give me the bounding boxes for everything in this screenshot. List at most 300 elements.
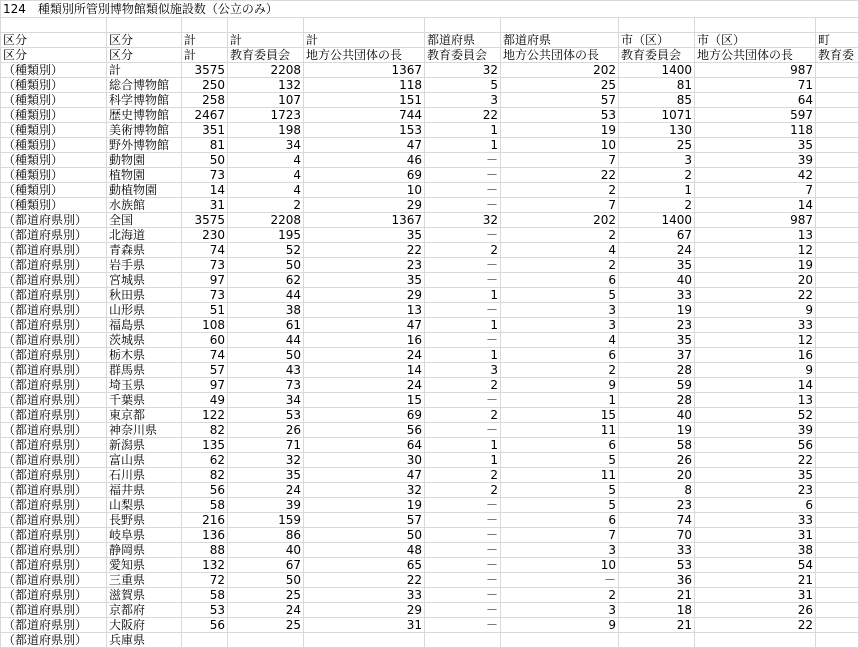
value-cell[interactable]: 7	[501, 198, 619, 213]
cell[interactable]	[304, 18, 425, 33]
value-cell[interactable]: 32	[304, 483, 425, 498]
label-cell[interactable]: 植物園	[107, 168, 182, 183]
value-cell[interactable]: 3	[501, 543, 619, 558]
value-cell[interactable]: 258	[182, 93, 228, 108]
value-cell[interactable]: 35	[304, 273, 425, 288]
value-cell[interactable]: 32	[425, 63, 501, 78]
label-cell[interactable]: 水族館	[107, 198, 182, 213]
cell[interactable]	[228, 18, 304, 33]
value-cell[interactable]: 22	[304, 243, 425, 258]
cell[interactable]	[816, 198, 859, 213]
category-cell[interactable]: （種類別）	[1, 78, 107, 93]
value-cell[interactable]: 135	[182, 438, 228, 453]
value-cell[interactable]: 21	[619, 588, 695, 603]
value-cell[interactable]: 5	[501, 483, 619, 498]
value-cell[interactable]: 153	[304, 123, 425, 138]
value-cell[interactable]: 22	[501, 168, 619, 183]
value-cell[interactable]: 2	[425, 468, 501, 483]
value-cell[interactable]: 60	[182, 333, 228, 348]
value-cell[interactable]: 48	[304, 543, 425, 558]
category-cell[interactable]: （都道府県別）	[1, 498, 107, 513]
value-cell[interactable]: 13	[695, 393, 816, 408]
category-cell[interactable]: （都道府県別）	[1, 558, 107, 573]
cell[interactable]	[816, 528, 859, 543]
value-cell[interactable]: 130	[619, 123, 695, 138]
value-cell[interactable]: 58	[182, 498, 228, 513]
value-cell[interactable]: 47	[304, 318, 425, 333]
value-cell[interactable]: －	[501, 573, 619, 588]
value-cell[interactable]: 47	[304, 468, 425, 483]
header-cell[interactable]: 教育委員会	[228, 48, 304, 63]
label-cell[interactable]: 秋田県	[107, 288, 182, 303]
value-cell[interactable]: 39	[228, 498, 304, 513]
category-cell[interactable]: （種類別）	[1, 183, 107, 198]
value-cell[interactable]: 34	[228, 138, 304, 153]
value-cell[interactable]: 69	[304, 168, 425, 183]
label-cell[interactable]: 京都府	[107, 603, 182, 618]
value-cell[interactable]: 43	[228, 363, 304, 378]
label-cell[interactable]: 兵庫県	[107, 633, 182, 648]
header-cell[interactable]: 教育委員会	[619, 48, 695, 63]
category-cell[interactable]: （都道府県別）	[1, 573, 107, 588]
cell[interactable]	[1, 18, 107, 33]
header-cell[interactable]: 区分	[107, 48, 182, 63]
category-cell[interactable]: （都道府県別）	[1, 423, 107, 438]
value-cell[interactable]: 1	[501, 393, 619, 408]
value-cell[interactable]: －	[425, 303, 501, 318]
value-cell[interactable]: 122	[182, 408, 228, 423]
label-cell[interactable]: 石川県	[107, 468, 182, 483]
value-cell[interactable]: 33	[619, 288, 695, 303]
value-cell[interactable]: 61	[228, 318, 304, 333]
value-cell[interactable]: 73	[182, 288, 228, 303]
value-cell[interactable]: 42	[695, 168, 816, 183]
cell[interactable]	[816, 483, 859, 498]
value-cell[interactable]: 132	[182, 558, 228, 573]
value-cell[interactable]: 57	[182, 363, 228, 378]
value-cell[interactable]: 38	[695, 543, 816, 558]
value-cell[interactable]: 14	[695, 198, 816, 213]
value-cell[interactable]: 52	[228, 243, 304, 258]
value-cell[interactable]: 5	[425, 78, 501, 93]
value-cell[interactable]: 32	[228, 453, 304, 468]
label-cell[interactable]: 千葉県	[107, 393, 182, 408]
header-cell[interactable]: 計	[304, 33, 425, 48]
value-cell[interactable]: 597	[695, 108, 816, 123]
value-cell[interactable]: 50	[228, 348, 304, 363]
value-cell[interactable]: －	[425, 258, 501, 273]
value-cell[interactable]: 38	[228, 303, 304, 318]
value-cell[interactable]: 35	[304, 228, 425, 243]
value-cell[interactable]	[228, 633, 304, 648]
value-cell[interactable]: 2	[619, 168, 695, 183]
value-cell[interactable]: 11	[501, 468, 619, 483]
category-cell[interactable]: （種類別）	[1, 138, 107, 153]
header-cell[interactable]: 地方公共団体の長	[304, 48, 425, 63]
value-cell[interactable]: 5	[501, 453, 619, 468]
value-cell[interactable]: 24	[304, 348, 425, 363]
value-cell[interactable]	[695, 633, 816, 648]
cell[interactable]	[695, 18, 816, 33]
value-cell[interactable]: 1	[619, 183, 695, 198]
value-cell[interactable]: 19	[619, 303, 695, 318]
value-cell[interactable]: 3575	[182, 63, 228, 78]
value-cell[interactable]: 31	[304, 618, 425, 633]
label-cell[interactable]: 山梨県	[107, 498, 182, 513]
value-cell[interactable]: －	[425, 528, 501, 543]
category-cell[interactable]: （都道府県別）	[1, 213, 107, 228]
value-cell[interactable]: －	[425, 618, 501, 633]
value-cell[interactable]: 53	[501, 108, 619, 123]
value-cell[interactable]: －	[425, 558, 501, 573]
value-cell[interactable]: 1723	[228, 108, 304, 123]
label-cell[interactable]: 栃木県	[107, 348, 182, 363]
value-cell[interactable]: 52	[695, 408, 816, 423]
value-cell[interactable]: 67	[619, 228, 695, 243]
value-cell[interactable]: 23	[695, 483, 816, 498]
category-cell[interactable]: （都道府県別）	[1, 228, 107, 243]
header-cell[interactable]: 町	[816, 33, 859, 48]
cell[interactable]	[816, 183, 859, 198]
value-cell[interactable]: 53	[228, 408, 304, 423]
label-cell[interactable]: 動物園	[107, 153, 182, 168]
value-cell[interactable]: 26	[228, 423, 304, 438]
value-cell[interactable]: 49	[182, 393, 228, 408]
value-cell[interactable]: 73	[182, 258, 228, 273]
cell[interactable]	[816, 393, 859, 408]
value-cell[interactable]: 72	[182, 573, 228, 588]
category-cell[interactable]: （種類別）	[1, 198, 107, 213]
value-cell[interactable]: 6	[501, 438, 619, 453]
value-cell[interactable]: 151	[304, 93, 425, 108]
value-cell[interactable]: 37	[619, 348, 695, 363]
value-cell[interactable]: 73	[182, 168, 228, 183]
cell[interactable]	[816, 438, 859, 453]
value-cell[interactable]: 31	[695, 588, 816, 603]
value-cell[interactable]: 15	[501, 408, 619, 423]
value-cell[interactable]: 2	[425, 378, 501, 393]
value-cell[interactable]: 85	[619, 93, 695, 108]
header-cell[interactable]: 区分	[1, 48, 107, 63]
header-cell[interactable]: 地方公共団体の長	[501, 48, 619, 63]
value-cell[interactable]: 44	[228, 288, 304, 303]
value-cell[interactable]: 1	[425, 138, 501, 153]
cell[interactable]	[816, 138, 859, 153]
value-cell[interactable]: 35	[695, 138, 816, 153]
value-cell[interactable]: －	[425, 198, 501, 213]
category-cell[interactable]: （種類別）	[1, 168, 107, 183]
value-cell[interactable]: 14	[182, 183, 228, 198]
category-cell[interactable]: （都道府県別）	[1, 633, 107, 648]
value-cell[interactable]: 29	[304, 603, 425, 618]
cell[interactable]	[816, 618, 859, 633]
value-cell[interactable]: 118	[304, 78, 425, 93]
value-cell[interactable]: 6	[501, 513, 619, 528]
value-cell[interactable]: 23	[619, 498, 695, 513]
value-cell[interactable]: 136	[182, 528, 228, 543]
category-cell[interactable]: （都道府県別）	[1, 288, 107, 303]
value-cell[interactable]: 3	[425, 93, 501, 108]
value-cell[interactable]: 40	[228, 543, 304, 558]
value-cell[interactable]: 1367	[304, 213, 425, 228]
category-cell[interactable]: （都道府県別）	[1, 438, 107, 453]
value-cell[interactable]	[619, 633, 695, 648]
label-cell[interactable]: 動植物園	[107, 183, 182, 198]
value-cell[interactable]: 33	[304, 588, 425, 603]
value-cell[interactable]: 56	[182, 618, 228, 633]
cell[interactable]	[816, 108, 859, 123]
value-cell[interactable]: 82	[182, 423, 228, 438]
value-cell[interactable]: －	[425, 393, 501, 408]
category-cell[interactable]: （都道府県別）	[1, 348, 107, 363]
value-cell[interactable]: 54	[695, 558, 816, 573]
cell[interactable]	[816, 78, 859, 93]
value-cell[interactable]: 69	[304, 408, 425, 423]
value-cell[interactable]: 56	[304, 423, 425, 438]
value-cell[interactable]: 13	[304, 303, 425, 318]
value-cell[interactable]: 9	[501, 618, 619, 633]
cell[interactable]	[816, 543, 859, 558]
value-cell[interactable]: 3	[501, 303, 619, 318]
cell[interactable]	[619, 18, 695, 33]
value-cell[interactable]: 107	[228, 93, 304, 108]
value-cell[interactable]: 57	[304, 513, 425, 528]
value-cell[interactable]: 22	[695, 453, 816, 468]
value-cell[interactable]: 24	[304, 378, 425, 393]
value-cell[interactable]: 2	[501, 183, 619, 198]
value-cell[interactable]: 5	[501, 498, 619, 513]
cell[interactable]	[816, 63, 859, 78]
value-cell[interactable]: 108	[182, 318, 228, 333]
label-cell[interactable]: 科学博物館	[107, 93, 182, 108]
category-cell[interactable]: （都道府県別）	[1, 483, 107, 498]
cell[interactable]	[816, 513, 859, 528]
value-cell[interactable]: 202	[501, 63, 619, 78]
value-cell[interactable]: 22	[695, 618, 816, 633]
value-cell[interactable]: 250	[182, 78, 228, 93]
value-cell[interactable]: 53	[182, 603, 228, 618]
value-cell[interactable]: 73	[228, 378, 304, 393]
value-cell[interactable]: 10	[304, 183, 425, 198]
value-cell[interactable]: 36	[619, 573, 695, 588]
value-cell[interactable]: 20	[619, 468, 695, 483]
value-cell[interactable]: 2	[425, 408, 501, 423]
value-cell[interactable]: －	[425, 603, 501, 618]
value-cell[interactable]: －	[425, 498, 501, 513]
value-cell[interactable]: 118	[695, 123, 816, 138]
label-cell[interactable]: 静岡県	[107, 543, 182, 558]
label-cell[interactable]: 総合博物館	[107, 78, 182, 93]
category-cell[interactable]: （都道府県別）	[1, 258, 107, 273]
value-cell[interactable]: 9	[695, 303, 816, 318]
value-cell[interactable]: 28	[619, 363, 695, 378]
value-cell[interactable]: 23	[619, 318, 695, 333]
value-cell[interactable]: 6	[695, 498, 816, 513]
category-cell[interactable]: （都道府県別）	[1, 318, 107, 333]
value-cell[interactable]: 198	[228, 123, 304, 138]
value-cell[interactable]: 7	[695, 183, 816, 198]
value-cell[interactable]: 2	[425, 483, 501, 498]
cell[interactable]	[816, 558, 859, 573]
value-cell[interactable]: －	[425, 333, 501, 348]
cell[interactable]	[816, 603, 859, 618]
label-cell[interactable]: 新潟県	[107, 438, 182, 453]
value-cell[interactable]: －	[425, 228, 501, 243]
cell[interactable]	[816, 633, 859, 648]
value-cell[interactable]: 987	[695, 63, 816, 78]
label-cell[interactable]: 福島県	[107, 318, 182, 333]
value-cell[interactable]: 28	[619, 393, 695, 408]
value-cell[interactable]: 2	[228, 198, 304, 213]
value-cell[interactable]: 1	[425, 348, 501, 363]
value-cell[interactable]: 62	[228, 273, 304, 288]
value-cell[interactable]: 2	[619, 198, 695, 213]
value-cell[interactable]: 64	[304, 438, 425, 453]
value-cell[interactable]: 88	[182, 543, 228, 558]
value-cell[interactable]: 9	[501, 378, 619, 393]
value-cell[interactable]: 4	[501, 243, 619, 258]
value-cell[interactable]: 26	[695, 603, 816, 618]
cell[interactable]	[816, 153, 859, 168]
value-cell[interactable]: 2467	[182, 108, 228, 123]
value-cell[interactable]: 2	[501, 588, 619, 603]
cell[interactable]	[816, 453, 859, 468]
value-cell[interactable]: 39	[695, 423, 816, 438]
header-cell[interactable]: 計	[182, 33, 228, 48]
value-cell[interactable]: 33	[619, 543, 695, 558]
value-cell[interactable]: 33	[695, 318, 816, 333]
category-cell[interactable]: （都道府県別）	[1, 543, 107, 558]
value-cell[interactable]: 47	[304, 138, 425, 153]
label-cell[interactable]: 福井県	[107, 483, 182, 498]
label-cell[interactable]: 大阪府	[107, 618, 182, 633]
value-cell[interactable]: 14	[695, 378, 816, 393]
value-cell[interactable]: 4	[228, 183, 304, 198]
value-cell[interactable]: 2208	[228, 63, 304, 78]
label-cell[interactable]: 埼玉県	[107, 378, 182, 393]
value-cell[interactable]: 22	[304, 573, 425, 588]
label-cell[interactable]: 滋賀県	[107, 588, 182, 603]
value-cell[interactable]: 30	[304, 453, 425, 468]
cell[interactable]	[816, 468, 859, 483]
header-cell[interactable]: 教育委	[816, 48, 859, 63]
value-cell[interactable]: 53	[619, 558, 695, 573]
value-cell[interactable]: 20	[695, 273, 816, 288]
value-cell[interactable]: 16	[304, 333, 425, 348]
value-cell[interactable]: 81	[182, 138, 228, 153]
value-cell[interactable]: 46	[304, 153, 425, 168]
value-cell[interactable]: 3575	[182, 213, 228, 228]
cell[interactable]	[816, 423, 859, 438]
value-cell[interactable]: 71	[695, 78, 816, 93]
cell[interactable]	[816, 573, 859, 588]
label-cell[interactable]: 歴史博物館	[107, 108, 182, 123]
label-cell[interactable]: 宮城県	[107, 273, 182, 288]
category-cell[interactable]: （都道府県別）	[1, 303, 107, 318]
category-cell[interactable]: （都道府県別）	[1, 528, 107, 543]
value-cell[interactable]: 62	[182, 453, 228, 468]
value-cell[interactable]: 40	[619, 273, 695, 288]
label-cell[interactable]: 山形県	[107, 303, 182, 318]
category-cell[interactable]: （都道府県別）	[1, 513, 107, 528]
value-cell[interactable]: －	[425, 573, 501, 588]
value-cell[interactable]: 29	[304, 288, 425, 303]
value-cell[interactable]: 21	[619, 618, 695, 633]
value-cell[interactable]: 4	[228, 153, 304, 168]
value-cell[interactable]: 59	[619, 378, 695, 393]
value-cell[interactable]: 25	[619, 138, 695, 153]
cell[interactable]	[816, 498, 859, 513]
category-cell[interactable]: （都道府県別）	[1, 453, 107, 468]
value-cell[interactable]: 44	[228, 333, 304, 348]
value-cell[interactable]: 56	[182, 483, 228, 498]
category-cell[interactable]: （都道府県別）	[1, 393, 107, 408]
value-cell[interactable]: 16	[695, 348, 816, 363]
cell[interactable]	[816, 93, 859, 108]
header-cell[interactable]: 区分	[107, 33, 182, 48]
value-cell[interactable]: 2208	[228, 213, 304, 228]
value-cell[interactable]: 987	[695, 213, 816, 228]
label-cell[interactable]: 美術博物館	[107, 123, 182, 138]
category-cell[interactable]: （都道府県別）	[1, 333, 107, 348]
category-cell[interactable]: （種類別）	[1, 108, 107, 123]
value-cell[interactable]: 24	[228, 603, 304, 618]
value-cell[interactable]: －	[425, 153, 501, 168]
value-cell[interactable]: 1	[425, 453, 501, 468]
value-cell[interactable]: 39	[695, 153, 816, 168]
value-cell[interactable]: 86	[228, 528, 304, 543]
value-cell[interactable]: －	[425, 543, 501, 558]
label-cell[interactable]: 野外博物館	[107, 138, 182, 153]
value-cell[interactable]: 2	[425, 243, 501, 258]
value-cell[interactable]: 51	[182, 303, 228, 318]
value-cell[interactable]: 35	[619, 333, 695, 348]
value-cell[interactable]: 4	[228, 168, 304, 183]
value-cell[interactable]: 9	[695, 363, 816, 378]
header-cell[interactable]: 市（区）	[619, 33, 695, 48]
value-cell[interactable]: 24	[228, 483, 304, 498]
cell[interactable]	[501, 18, 619, 33]
label-cell[interactable]: 東京都	[107, 408, 182, 423]
value-cell[interactable]: 25	[501, 78, 619, 93]
value-cell[interactable]: 14	[304, 363, 425, 378]
cell[interactable]	[816, 213, 859, 228]
cell[interactable]	[816, 18, 859, 33]
value-cell[interactable]: 351	[182, 123, 228, 138]
value-cell[interactable]: －	[425, 423, 501, 438]
value-cell[interactable]: －	[425, 273, 501, 288]
label-cell[interactable]: 群馬県	[107, 363, 182, 378]
value-cell[interactable]: 70	[619, 528, 695, 543]
category-cell[interactable]: （都道府県別）	[1, 588, 107, 603]
value-cell[interactable]: 2	[501, 363, 619, 378]
cell[interactable]	[816, 408, 859, 423]
label-cell[interactable]: 北海道	[107, 228, 182, 243]
value-cell[interactable]: 1367	[304, 63, 425, 78]
value-cell[interactable]	[501, 633, 619, 648]
header-cell[interactable]: 地方公共団体の長	[695, 48, 816, 63]
value-cell[interactable]: 71	[228, 438, 304, 453]
value-cell[interactable]: 15	[304, 393, 425, 408]
cell[interactable]	[816, 318, 859, 333]
value-cell[interactable]: 32	[425, 213, 501, 228]
value-cell[interactable]: 23	[304, 258, 425, 273]
cell[interactable]	[816, 588, 859, 603]
value-cell[interactable]: 1071	[619, 108, 695, 123]
value-cell[interactable]: 31	[182, 198, 228, 213]
cell[interactable]	[182, 18, 228, 33]
value-cell[interactable]: 74	[182, 243, 228, 258]
